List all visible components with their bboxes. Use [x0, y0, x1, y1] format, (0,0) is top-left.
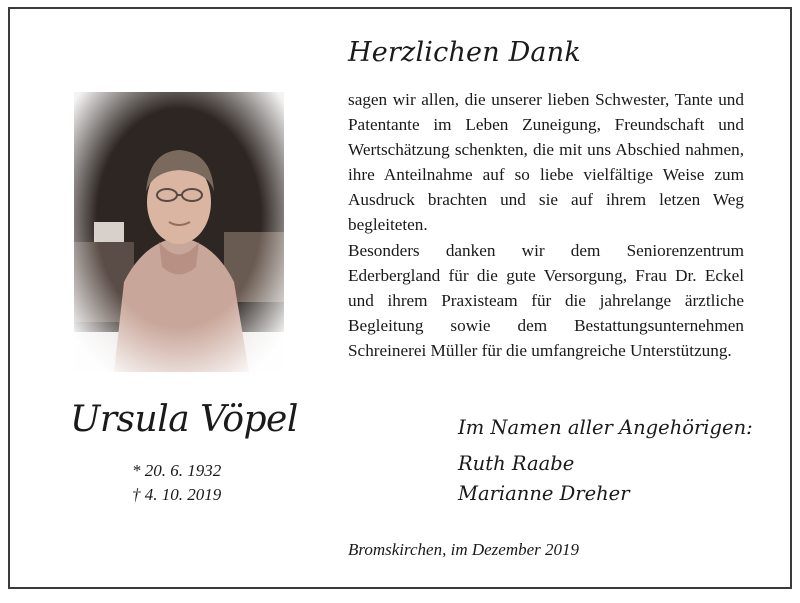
signoff-names [458, 449, 753, 509]
life-dates [132, 459, 221, 507]
deceased-name: Ursula Vöpel [70, 399, 298, 440]
signatory-name: Marianne Dreher [458, 482, 630, 505]
acknowledgement-paragraph: Besonders danken wir dem Seniorenzentrum Ederbergland für die gute Versorgung, Frau Dr. Eckel und ihrem Praxisteam für die jahrelange ärztliche Begleitung sowie dem Bestattungsunternehmen Schreinerei Müller für die umfangreiche Unterstützung. [348, 241, 744, 360]
thank-you-paragraph: sagen wir allen, die unserer lieben Schwester, Tante und Patentante im Leben Zuneigung, Freundschaft und Wertschätzung schenkten, die mit uns Abschied nahmen, ihre Anteilnahme auf so liebe vielfältige Weise zum Ausdruck brachten und sie auf ihrem letzen Weg begleiteten. [348, 90, 744, 234]
death-date: † 4. 10. 2019 [132, 485, 222, 504]
signoff-intro: Im Namen aller Angehörigen: [458, 416, 753, 439]
portrait-photo [74, 92, 284, 372]
place-and-date: Bromskirchen, im Dezember 2019 [348, 540, 580, 559]
signoff-block [458, 413, 753, 509]
obituary-notice [8, 7, 792, 589]
birth-date: * 20. 6. 1932 [132, 461, 222, 480]
signatory-name: Ruth Raabe [458, 452, 575, 475]
thank-you-heading: Herzlichen Dank [348, 37, 581, 68]
